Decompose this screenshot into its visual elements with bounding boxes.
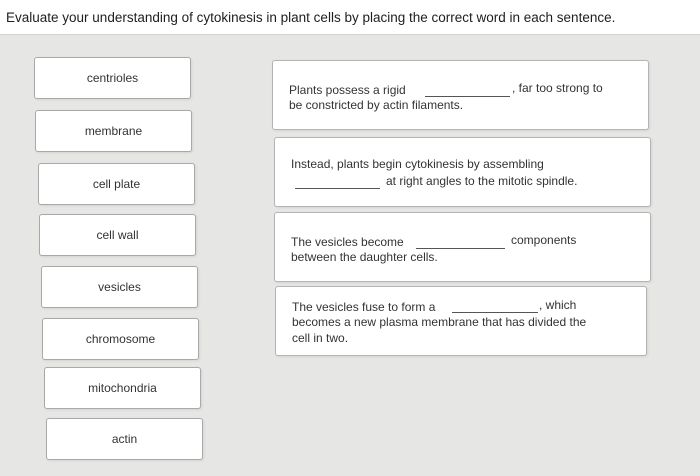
word-card-mitochondria[interactable] (44, 367, 201, 409)
instruction-header (0, 0, 700, 35)
word-card-label: mitochondria (88, 381, 157, 395)
word-card-membrane[interactable] (35, 110, 192, 152)
word-card-label: actin (111, 432, 138, 446)
drop-blank-2[interactable] (295, 188, 380, 189)
drop-blank-3[interactable] (416, 248, 505, 249)
word-card-label: centrioles (86, 71, 139, 85)
sentence-text-line3: cell in two. (292, 331, 349, 345)
instruction-text: Evaluate your understanding of cytokinesis in plant cells by placing the correct word in each sentence. (6, 10, 616, 25)
word-card-label: cell wall (96, 228, 139, 242)
sentence-text-line2: between the daughter cells. (291, 250, 438, 264)
word-card-label: vesicles (98, 280, 141, 294)
sentence-text-line2: be constricted by actin filaments. (289, 98, 464, 112)
sentence-text-before: Plants possess a rigid (289, 83, 406, 97)
sentence-text-after: components (511, 233, 577, 247)
sentence-text-after: at right angles to the mitotic spindle. (386, 174, 578, 188)
word-card-chromosome[interactable] (42, 318, 199, 360)
word-card-label: chromosome (85, 332, 156, 346)
sentence-text-line2: becomes a new plasma membrane that has divided the (292, 315, 587, 329)
sentence-text-after: , far too strong to (512, 81, 603, 95)
drop-blank-4[interactable] (452, 312, 538, 313)
word-card-centrioles[interactable] (34, 57, 191, 99)
word-card-actin[interactable] (46, 418, 203, 460)
word-card-cell-wall[interactable] (39, 214, 196, 256)
sentence-card-3 (274, 212, 651, 282)
sentence-text-line1: Instead, plants begin cytokinesis by assembling (291, 157, 544, 171)
sentence-card-2 (274, 137, 651, 207)
sentence-card-4 (275, 286, 647, 356)
word-card-label: cell plate (92, 177, 141, 191)
sentence-card-1 (272, 60, 649, 130)
word-card-cell-plate[interactable] (38, 163, 195, 205)
word-card-label: membrane (84, 124, 143, 138)
sentence-text-before: The vesicles fuse to form a (292, 300, 436, 314)
sentence-text-after: , which (539, 298, 577, 312)
word-card-vesicles[interactable] (41, 266, 198, 308)
sentence-text-before: The vesicles become (291, 235, 404, 249)
drop-blank-1[interactable] (425, 96, 510, 97)
